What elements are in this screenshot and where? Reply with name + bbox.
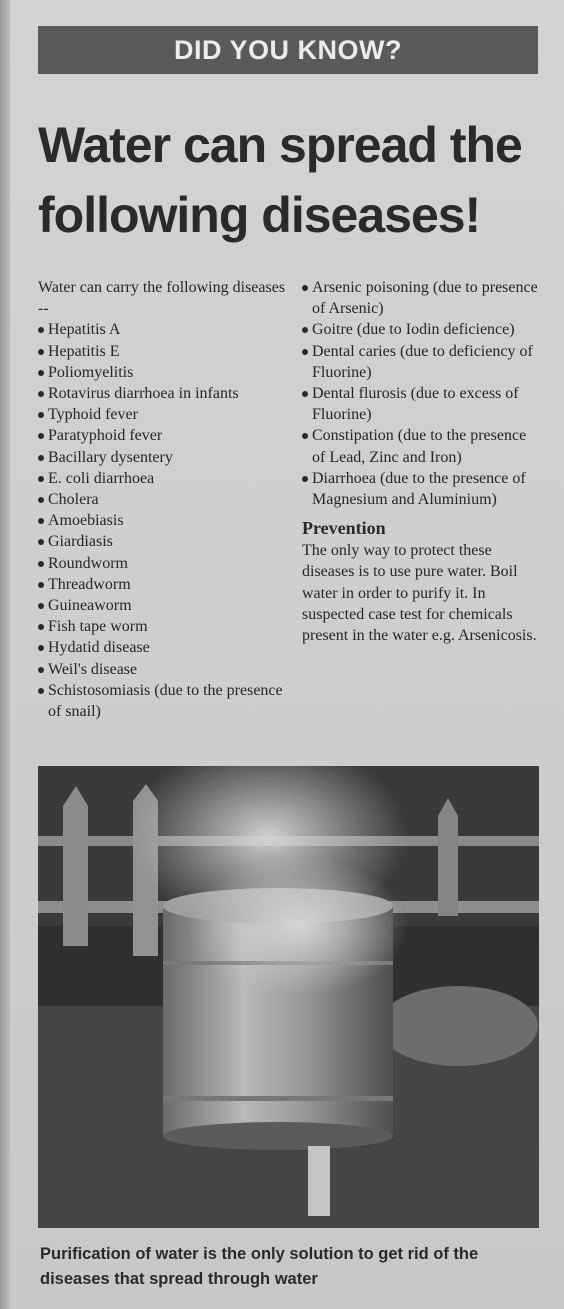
right-column xyxy=(302,277,542,646)
list-item: Paratyphoid fever xyxy=(38,425,288,446)
list-item: Schistosomiasis (due to the presence of snail) xyxy=(38,680,288,722)
prevention-heading: Prevention xyxy=(302,518,386,539)
bullet-icon xyxy=(38,370,44,376)
list-item: Cholera xyxy=(38,489,288,510)
list-item: Giardiasis xyxy=(38,531,288,552)
list-item: Weil's disease xyxy=(38,659,288,680)
bullet-icon xyxy=(38,497,44,503)
bullet-icon xyxy=(302,476,308,482)
list-item: Constipation (due to the presence of Lead, Zinc and Iron) xyxy=(302,425,542,467)
list-item: Hepatitis A xyxy=(38,319,288,340)
bullet-icon xyxy=(38,539,44,545)
bullet-icon xyxy=(38,391,44,397)
bullet-icon xyxy=(38,433,44,439)
bullet-icon xyxy=(38,327,44,333)
prevention-text: The only way to protect these diseases is to use pure water. Boil water in order to purify it. In suspected case test for chemicals present in the water e.g. Arsenicosis. xyxy=(302,542,537,645)
did-you-know-banner xyxy=(38,26,538,74)
disease-list-right xyxy=(302,277,542,510)
bullet-icon xyxy=(302,433,308,439)
bullet-icon xyxy=(38,667,44,673)
list-item: Roundworm xyxy=(38,553,288,574)
list-item: Arsenic poisoning (due to presence of Arsenic) xyxy=(302,277,542,319)
list-item: Dental caries (due to deficiency of Fluorine) xyxy=(302,341,542,383)
bullet-icon xyxy=(38,624,44,630)
bullet-icon xyxy=(302,285,308,291)
bullet-icon xyxy=(302,349,308,355)
photo-illustration xyxy=(38,766,539,1228)
list-item: Guineaworm xyxy=(38,595,288,616)
list-item: Diarrhoea (due to the presence of Magnesium and Aluminium) xyxy=(302,468,542,510)
list-item: Hydatid disease xyxy=(38,637,288,658)
bullet-icon xyxy=(38,688,44,694)
headline-line-1: Water can spread the xyxy=(38,117,522,173)
list-item: Hepatitis E xyxy=(38,341,288,362)
list-item: Goitre (due to Iodin deficience) xyxy=(302,319,542,340)
headline xyxy=(38,110,548,250)
list-item: Typhoid fever xyxy=(38,404,288,425)
bullet-icon xyxy=(38,582,44,588)
intro-text: Water can carry the following diseases -- xyxy=(38,279,286,318)
page-edge xyxy=(0,0,10,1309)
bullet-icon xyxy=(38,455,44,461)
bullet-icon xyxy=(302,327,308,333)
headline-line-2: following diseases! xyxy=(38,187,481,243)
list-item: Bacillary dysentery xyxy=(38,447,288,468)
bullet-icon xyxy=(38,412,44,418)
list-item: Poliomyelitis xyxy=(38,362,288,383)
list-item: Fish tape worm xyxy=(38,616,288,637)
bullet-icon xyxy=(38,561,44,567)
bullet-icon xyxy=(38,603,44,609)
bullet-icon xyxy=(302,391,308,397)
photo-caption: Purification of water is the only solution to get rid of the diseases that spread through water xyxy=(40,1245,479,1288)
bullet-icon xyxy=(38,645,44,651)
bullet-icon xyxy=(38,518,44,524)
disease-list-left xyxy=(38,319,288,722)
banner-label: DID YOU KNOW? xyxy=(174,34,402,65)
list-item: Amoebiasis xyxy=(38,510,288,531)
water-boiling-photo xyxy=(38,766,539,1228)
bullet-icon xyxy=(38,349,44,355)
list-item: Threadworm xyxy=(38,574,288,595)
bullet-icon xyxy=(38,476,44,482)
list-item: Dental flurosis (due to excess of Fluorine) xyxy=(302,383,542,425)
list-item: Rotavirus diarrhoea in infants xyxy=(38,383,288,404)
left-column xyxy=(38,277,288,722)
list-item: E. coli diarrhoea xyxy=(38,468,288,489)
